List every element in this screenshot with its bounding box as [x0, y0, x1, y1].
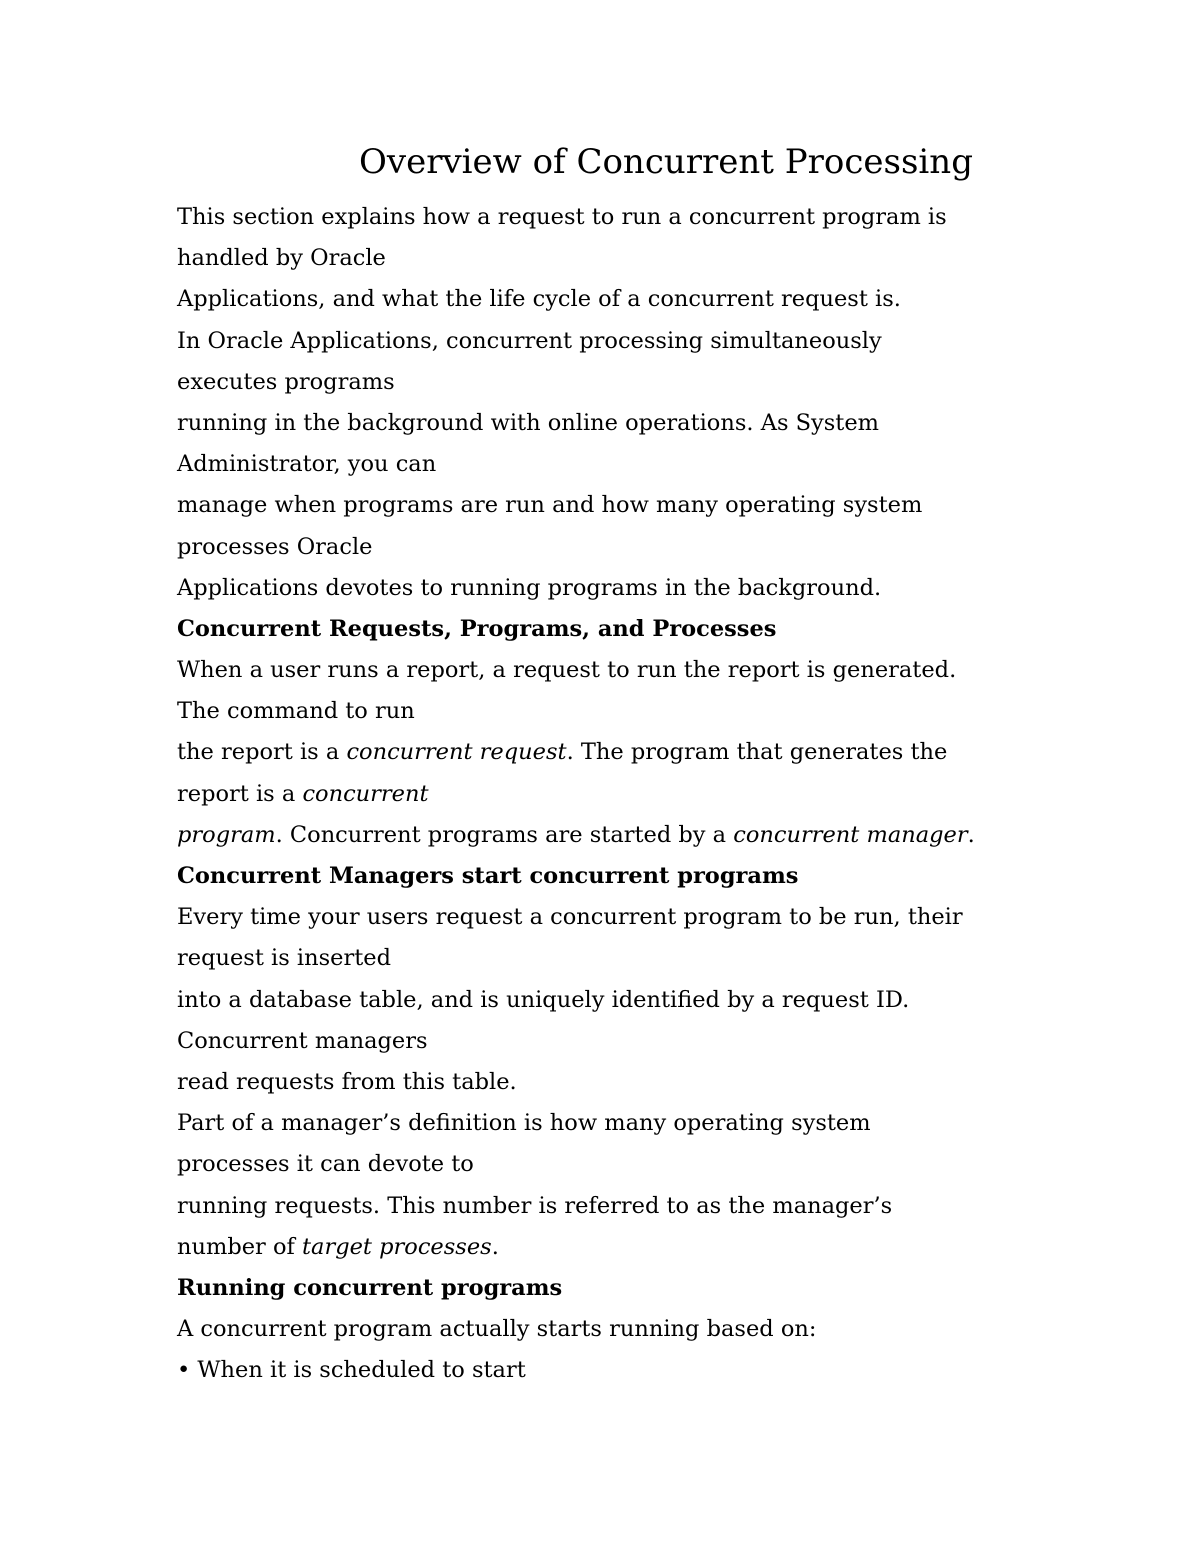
- intro-line: This section explains how a request to run a concurrent program is: [177, 204, 947, 230]
- intro-line: manage when programs are run and how many operating system: [177, 492, 923, 519]
- section2-line: running requests. This number is referred to as the manager’s: [177, 1192, 893, 1219]
- section-heading-running: Running concurrent programs: [177, 1274, 563, 1301]
- section-heading-managers: Concurrent Managers start concurrent programs: [177, 863, 799, 889]
- document-title: Overview of Concurrent Processing: [359, 142, 973, 182]
- section1-line: [177, 732, 1037, 773]
- section2-line: request is inserted: [177, 945, 391, 972]
- section2-line: Concurrent managers: [177, 1027, 428, 1054]
- term-concurrent-manager: concurrent manager: [733, 821, 968, 848]
- text-run: report is a: [177, 780, 303, 807]
- term-program: program: [177, 821, 276, 848]
- intro-line: Applications, and what the life cycle of a concurrent request is.: [177, 286, 901, 313]
- section2-line: Every time your users request a concurrent program to be run, their: [177, 904, 963, 931]
- term-concurrent-request: concurrent request: [346, 739, 567, 766]
- text-run: number of: [177, 1233, 302, 1260]
- section1-line: When a user runs a report, a request to run the report is generated.: [177, 657, 957, 684]
- bullet-item: • When it is scheduled to start: [177, 1357, 526, 1384]
- intro-line: processes Oracle: [177, 533, 373, 560]
- section2-line: into a database table, and is uniquely identified by a request ID.: [177, 986, 910, 1013]
- intro-line: executes programs: [177, 368, 395, 395]
- section2-line: processes it can devote to: [177, 1151, 474, 1178]
- term-target-processes: target processes: [301, 1233, 492, 1260]
- text-run: . The program that generates the: [566, 739, 948, 766]
- text-run: .: [967, 821, 975, 848]
- section2-line: [177, 1227, 1037, 1268]
- section1-line: The command to run: [177, 698, 415, 725]
- text-run: .: [491, 1233, 499, 1260]
- text-run: . Concurrent programs are started by a: [275, 821, 734, 848]
- section1-line: [177, 774, 1037, 815]
- intro-line: handled by Oracle: [177, 245, 386, 272]
- intro-line: Applications devotes to running programs in the background.: [177, 574, 882, 601]
- intro-line: running in the background with online operations. As System: [177, 409, 880, 436]
- section3-line: A concurrent program actually starts running based on:: [177, 1316, 817, 1343]
- term-concurrent: concurrent: [302, 780, 429, 807]
- section2-line: Part of a manager’s definition is how many operating system: [177, 1110, 871, 1137]
- text-run: the report is a: [177, 739, 347, 766]
- intro-line: In Oracle Applications, concurrent processing simultaneously: [177, 327, 882, 354]
- section-heading-requests: Concurrent Requests, Programs, and Processes: [177, 615, 777, 642]
- section1-line: [177, 815, 1037, 856]
- intro-line: Administrator, you can: [177, 451, 437, 478]
- document-body: [177, 197, 1037, 1391]
- section2-line: read requests from this table.: [177, 1068, 517, 1095]
